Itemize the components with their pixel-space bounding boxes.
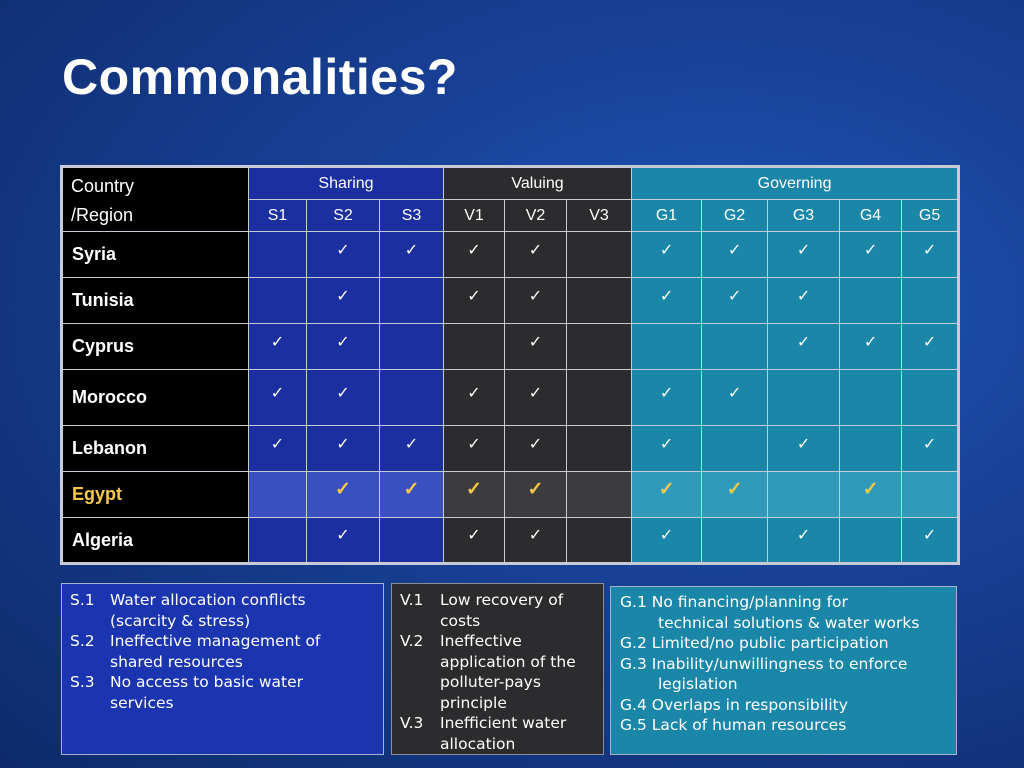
cell-v3: [567, 232, 632, 278]
cell-s2: [307, 426, 380, 472]
legend-text: [110, 590, 306, 631]
cell-v3: [567, 370, 632, 426]
legend-line: services: [110, 693, 174, 712]
column-header-g1: G1: [632, 200, 702, 232]
cell-g3: [768, 278, 840, 324]
cell-v3: [567, 426, 632, 472]
cell-v1: [444, 232, 505, 278]
legend-first-line: [620, 715, 947, 736]
checkmark-icon: ✓: [863, 241, 878, 259]
cell-v2: [505, 370, 567, 426]
column-header-v3: V3: [567, 200, 632, 232]
cell-s1: [249, 324, 307, 370]
legend-code: S.2: [70, 632, 95, 650]
cell-s1: [249, 278, 307, 324]
checkmark-icon: ✓: [528, 333, 543, 351]
legend-line: shared resources: [110, 652, 243, 671]
legend-line: technical solutions & water works: [658, 613, 920, 632]
cell-g4: [840, 278, 902, 324]
legend-item: [400, 590, 595, 631]
group-header-governing: Governing: [632, 167, 959, 200]
governing-legend-box: [610, 586, 957, 755]
cell-s3: [380, 370, 444, 426]
cell-g4: [840, 518, 902, 564]
checkmark-icon: ✓: [796, 241, 811, 259]
cell-g1: [632, 278, 702, 324]
legend-text: [440, 590, 563, 631]
table-row: [62, 472, 959, 518]
checkmark-icon: ✓: [404, 241, 419, 259]
cell-v2: [505, 278, 567, 324]
checkmark-icon: ✓: [796, 435, 811, 453]
legend-code: V.1: [400, 591, 424, 609]
checkmark-icon: ✓: [528, 287, 543, 305]
country-name: Syria: [62, 232, 249, 278]
cell-v2: [505, 232, 567, 278]
checkmark-icon: ✓: [336, 527, 350, 544]
checkmark-icon: ✓: [528, 384, 543, 402]
cell-g2: [702, 518, 768, 564]
column-header-v1: V1: [444, 200, 505, 232]
checkmark-icon: ✓: [336, 384, 350, 402]
legend-line: Water allocation conflicts: [110, 591, 306, 609]
cell-g2: [702, 278, 768, 324]
cell-v1: [444, 278, 505, 324]
legend-text: [440, 631, 576, 713]
checkmark-icon: ✓: [335, 479, 351, 500]
cell-s1: [249, 472, 307, 518]
legend-item: [400, 713, 595, 754]
legend-first-line: [620, 592, 947, 613]
checkmark-icon: ✓: [659, 287, 674, 305]
cell-g5: [902, 232, 959, 278]
cell-s3: [380, 278, 444, 324]
cell-g5: [902, 518, 959, 564]
cell-s2: [307, 518, 380, 564]
legend-item: [620, 715, 947, 736]
checkmark-icon: ✓: [336, 287, 350, 305]
table-row: [62, 278, 959, 324]
column-header-s1: S1: [249, 200, 307, 232]
table-body: [62, 232, 959, 564]
checkmark-icon: ✓: [336, 333, 350, 351]
checkmark-icon: ✓: [467, 384, 481, 402]
cell-v2: [505, 472, 567, 518]
cell-v2: [505, 518, 567, 564]
legend-line: Low recovery of: [440, 591, 564, 609]
legend-code: G.3: [620, 654, 647, 673]
legend-code: G.5: [620, 716, 647, 734]
legend-first-line: [620, 633, 947, 654]
table-row: [62, 324, 959, 370]
checkmark-icon: ✓: [659, 384, 674, 402]
checkmark-icon: ✓: [528, 435, 543, 453]
cell-s1: [249, 518, 307, 564]
cell-v1: [444, 324, 505, 370]
country-region-header: [62, 167, 249, 232]
legend-item: [620, 592, 947, 633]
cell-s2: [307, 472, 380, 518]
legend-code: S.3: [70, 673, 95, 691]
checkmark-icon: ✓: [336, 241, 350, 259]
cell-g4: [840, 370, 902, 426]
checkmark-icon: ✓: [922, 333, 937, 351]
cell-g3: [768, 426, 840, 472]
cell-v2: [505, 426, 567, 472]
column-header-v2: V2: [505, 200, 567, 232]
cell-g2: [702, 232, 768, 278]
legend-first-line: [620, 695, 947, 716]
cell-v1: [444, 472, 505, 518]
commonalities-table: [60, 165, 960, 565]
page-title: Commonalities?: [62, 49, 458, 105]
cell-s3: [380, 426, 444, 472]
checkmark-icon: ✓: [467, 435, 481, 453]
cell-g5: [902, 426, 959, 472]
table-row: [62, 370, 959, 426]
cell-g1: [632, 426, 702, 472]
checkmark-icon: ✓: [727, 384, 742, 402]
legend-code: G.2: [620, 634, 647, 652]
checkmark-icon: ✓: [659, 435, 674, 453]
table-row: [62, 426, 959, 472]
checkmark-icon: ✓: [796, 527, 811, 544]
cell-g1: [632, 518, 702, 564]
cell-g2: [702, 426, 768, 472]
legend-line: polluter-pays: [440, 673, 541, 691]
column-header-g2: G2: [702, 200, 768, 232]
checkmark-icon: ✓: [727, 287, 742, 305]
legend-line: No access to basic water: [110, 673, 303, 691]
checkmark-icon: ✓: [659, 241, 674, 259]
cell-v1: [444, 518, 505, 564]
checkmark-icon: ✓: [467, 527, 481, 544]
checkmark-icon: ✓: [466, 479, 482, 500]
cell-s2: [307, 324, 380, 370]
checkmark-icon: ✓: [727, 241, 742, 259]
cell-g1: [632, 324, 702, 370]
legend-item: [70, 590, 375, 631]
checkmark-icon: ✓: [467, 241, 481, 259]
checkmark-icon: ✓: [922, 435, 937, 453]
column-header-g5: G5: [902, 200, 959, 232]
checkmark-icon: ✓: [922, 241, 937, 259]
country-header-line2: /Region: [71, 205, 134, 225]
legend-line: Ineffective management of: [110, 632, 321, 650]
legend-line: principle: [440, 693, 507, 712]
legend-line: Lack of human resources: [651, 716, 847, 734]
cell-g3: [768, 370, 840, 426]
legend-code: V.2: [400, 632, 424, 650]
checkmark-icon: ✓: [403, 479, 420, 500]
country-name: Egypt: [62, 472, 249, 518]
cell-g1: [632, 370, 702, 426]
cell-g4: [840, 232, 902, 278]
cell-g2: [702, 472, 768, 518]
legend-item: [400, 631, 595, 713]
cell-v3: [567, 518, 632, 564]
cell-s2: [307, 370, 380, 426]
legend-line: application of the: [440, 652, 576, 671]
legend-line: Inability/unwillingness to enforce: [651, 654, 908, 673]
checkmark-icon: ✓: [404, 435, 419, 453]
table-row: [62, 232, 959, 278]
cell-v1: [444, 426, 505, 472]
cell-g5: [902, 370, 959, 426]
cell-g4: [840, 324, 902, 370]
country-header-line1: Country: [71, 176, 135, 196]
legend-line: Overlaps in responsibility: [651, 695, 848, 714]
checkmark-icon: ✓: [336, 435, 350, 453]
checkmark-icon: ✓: [528, 527, 543, 544]
checkmark-icon: ✓: [862, 479, 879, 500]
cell-s3: [380, 518, 444, 564]
cell-g5: [902, 472, 959, 518]
legend-line: No financing/planning for: [651, 593, 848, 611]
country-name: Algeria: [62, 518, 249, 564]
cell-g4: [840, 426, 902, 472]
checkmark-icon: ✓: [658, 479, 675, 500]
cell-g4: [840, 472, 902, 518]
legend-item: [620, 633, 947, 654]
legend-text: [110, 631, 320, 672]
legend-item: [70, 631, 375, 672]
group-header-sharing: Sharing: [249, 167, 444, 200]
cell-s1: [249, 426, 307, 472]
group-header-valuing: Valuing: [444, 167, 632, 200]
legend-line: Ineffective: [440, 632, 522, 650]
cell-v3: [567, 472, 632, 518]
checkmark-icon: ✓: [270, 384, 285, 402]
country-name: Tunisia: [62, 278, 249, 324]
checkmark-icon: ✓: [528, 241, 543, 259]
legend-first-line: [620, 654, 947, 675]
cell-s1: [249, 232, 307, 278]
table-row: [62, 518, 959, 564]
checkmark-icon: ✓: [270, 333, 285, 351]
legend-line: Limited/no public participation: [651, 634, 889, 652]
country-name: Morocco: [62, 370, 249, 426]
cell-g2: [702, 324, 768, 370]
column-header-s2: S2: [307, 200, 380, 232]
column-header-g3: G3: [768, 200, 840, 232]
cell-g2: [702, 370, 768, 426]
checkmark-icon: ✓: [796, 287, 811, 305]
checkmark-icon: ✓: [796, 333, 811, 351]
legend-line: legislation: [658, 675, 738, 693]
cell-g1: [632, 472, 702, 518]
cell-v3: [567, 324, 632, 370]
column-header-s3: S3: [380, 200, 444, 232]
cell-g3: [768, 324, 840, 370]
legend-line: (scarcity & stress): [110, 611, 251, 630]
legend-line: costs: [440, 611, 481, 630]
country-name: Lebanon: [62, 426, 249, 472]
cell-s1: [249, 370, 307, 426]
cell-v2: [505, 324, 567, 370]
checkmark-icon: ✓: [467, 287, 481, 305]
checkmark-icon: ✓: [659, 527, 674, 544]
legend-code: G.1: [620, 593, 647, 611]
checkmark-icon: ✓: [726, 479, 743, 500]
cell-g3: [768, 232, 840, 278]
checkmark-icon: ✓: [922, 527, 937, 544]
legend-item: [620, 695, 947, 716]
legend-line: allocation: [440, 734, 516, 753]
cell-s2: [307, 232, 380, 278]
cell-v1: [444, 370, 505, 426]
cell-s2: [307, 278, 380, 324]
cell-s3: [380, 232, 444, 278]
legend-code: S.1: [70, 591, 95, 609]
valuing-legend-box: [391, 583, 604, 755]
checkmark-icon: ✓: [270, 435, 285, 453]
legend-item: [70, 672, 375, 713]
cell-g5: [902, 278, 959, 324]
legend-text: [440, 713, 566, 754]
checkmark-icon: ✓: [527, 479, 544, 500]
cell-s3: [380, 324, 444, 370]
column-header-g4: G4: [840, 200, 902, 232]
cell-s3: [380, 472, 444, 518]
country-name: Cyprus: [62, 324, 249, 370]
cell-v3: [567, 278, 632, 324]
cell-g3: [768, 518, 840, 564]
legend-text: [110, 672, 303, 713]
cell-g5: [902, 324, 959, 370]
legend-code: G.4: [620, 695, 647, 714]
checkmark-icon: ✓: [863, 333, 878, 351]
cell-g3: [768, 472, 840, 518]
legend-item: [620, 654, 947, 695]
sharing-legend-box: [61, 583, 384, 755]
cell-g1: [632, 232, 702, 278]
legend-code: V.3: [400, 714, 424, 732]
legend-line: Inefficient water: [440, 714, 567, 732]
